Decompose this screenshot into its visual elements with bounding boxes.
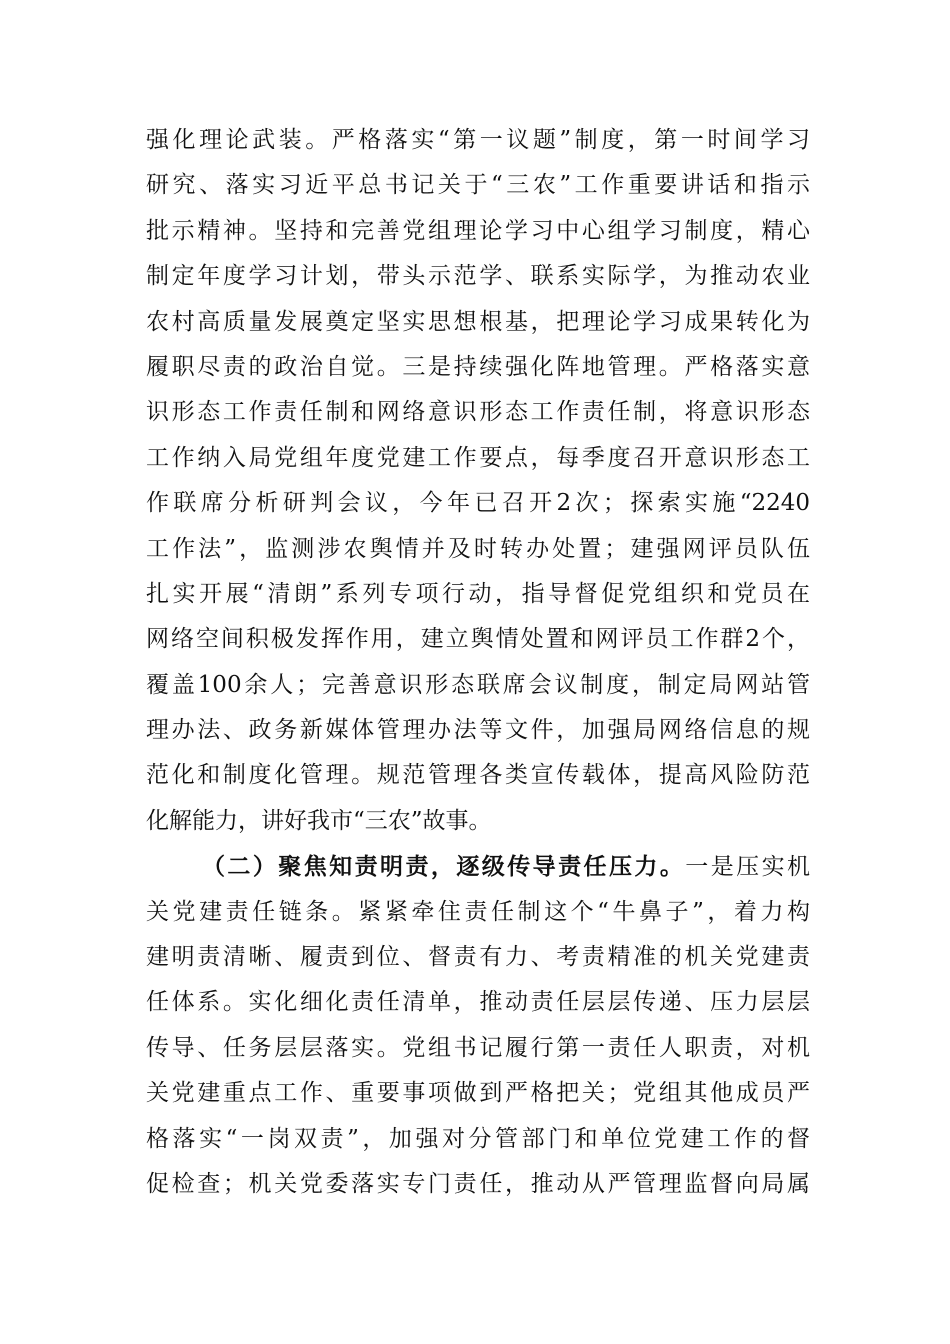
text-line: 覆盖100余人；完善意识形态联席会议制度，制定局网站管 xyxy=(146,671,810,698)
text-line: 工作法”，监测涉农舆情并及时转办处置；建强网评员队伍 xyxy=(146,535,810,562)
text-line: 制定年度学习计划，带头示范学、联系实际学，为推动农业 xyxy=(146,263,810,290)
text-line: 识形态工作责任制和网络意识形态工作责任制，将意识形态 xyxy=(146,399,810,426)
text-line: 传导、任务层层落实。党组书记履行第一责任人职责，对机 xyxy=(146,1034,810,1061)
text-line: 理办法、政务新媒体管理办法等文件，加强局网络信息的规 xyxy=(146,717,810,744)
text-line: 格落实“一岗双责”，加强对分管部门和单位党建工作的督 xyxy=(146,1125,810,1152)
text-line: 研究、落实习近平总书记关于“三农”工作重要讲话和指示 xyxy=(146,172,810,199)
text-line: 农村高质量发展奠定坚实思想根基，把理论学习成果转化为 xyxy=(146,308,810,335)
text-line: 关党建重点工作、重要事项做到严格把关；党组其他成员严 xyxy=(146,1080,810,1107)
text-line: 批示精神。坚持和完善党组理论学习中心组学习制度，精心 xyxy=(146,217,810,244)
text-line: 网络空间积极发挥作用，建立舆情处置和网评员工作群2个， xyxy=(146,626,810,653)
text-line: 化解能力，讲好我市“三农”故事。 xyxy=(146,807,492,834)
text-line: 促检查；机关党委落实专门责任，推动从严管理监督向局属 xyxy=(146,1170,810,1197)
text-run: 一是压实机 xyxy=(685,854,811,881)
text-line: 工作纳入局党组年度党建工作要点，每季度召开意识形态工 xyxy=(146,444,810,471)
text-line: 关党建责任链条。紧紧牵住责任制这个“牛鼻子”，着力构 xyxy=(146,898,810,925)
text-line: 任体系。实化细化责任清单，推动责任层层传递、压力层层 xyxy=(146,989,810,1016)
text-line: 建明责清晰、履责到位、督责有力、考责精准的机关党建责 xyxy=(146,944,810,971)
text-line: 履职尽责的政治自觉。三是持续强化阵地管理。严格落实意 xyxy=(146,353,810,380)
text-line: 范化和制度化管理。规范管理各类宣传载体，提高风险防范 xyxy=(146,762,810,789)
paragraph-first-line xyxy=(146,844,810,889)
text-line: 扎实开展“清朗”系列专项行动，指导督促党组织和党员在 xyxy=(146,580,810,607)
text-line: 作联席分析研判会议，今年已召开2次；探索实施“2240 xyxy=(146,490,810,517)
body-text xyxy=(146,118,810,1207)
section-heading: （二）聚焦知责明责，逐级传导责任压力。 xyxy=(202,853,686,881)
text-line: 强化理论武装。严格落实“第一议题”制度，第一时间学习 xyxy=(146,127,810,153)
